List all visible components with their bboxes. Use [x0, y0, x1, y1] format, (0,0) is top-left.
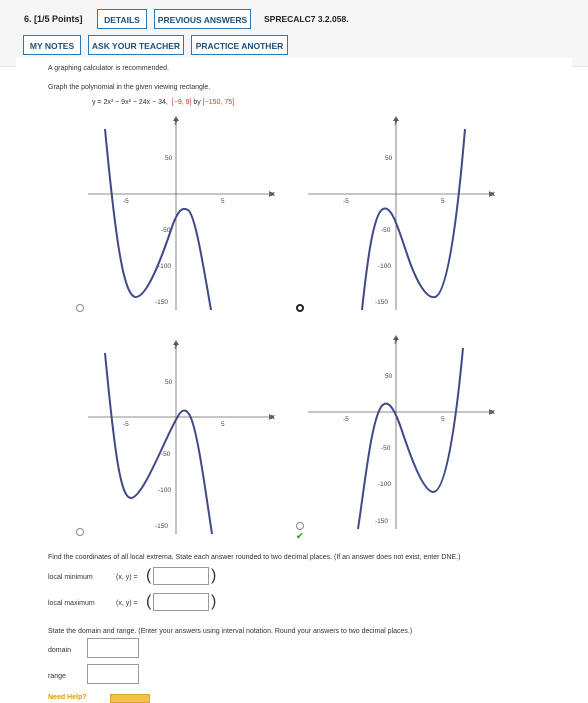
extrema-instruction: Find the coordinates of all local extrema. State each answer rounded to two decimal places. (If an answer does not exist, enter DNE.): [48, 554, 461, 561]
equation-text: y = 2x³ − 9x² − 24x − 34,: [92, 99, 168, 106]
tick-neg150: -150: [155, 523, 169, 530]
viewing-rect-x: [−9, 9]: [171, 99, 192, 106]
tick-neg5: -5: [123, 198, 129, 205]
close-paren: ): [211, 567, 217, 584]
question-header: [0, 0, 588, 67]
axes: [88, 116, 274, 310]
option-3-radio[interactable]: [76, 528, 84, 536]
tick-neg5: -5: [343, 198, 349, 205]
local-min-input[interactable]: [153, 567, 209, 585]
my-notes-button[interactable]: MY NOTES: [23, 35, 81, 55]
graph-option-3: [85, 338, 280, 538]
y-axis-label: y: [174, 118, 178, 125]
axes: [88, 340, 274, 534]
problem-code: SPRECALC7 3.2.058.: [264, 14, 349, 24]
x-axis-label: x: [491, 191, 495, 198]
axes: [308, 335, 494, 529]
viewing-rect-y: [−150, 75]: [202, 99, 235, 106]
range-label: range: [48, 673, 66, 680]
tick-5: 5: [441, 416, 445, 423]
curve: [105, 129, 211, 310]
polynomial-equation: [92, 99, 234, 106]
local-max-xy-label: (x, y) =: [116, 600, 138, 607]
domain-range-instruction: State the domain and range. (Enter your answers using interval notation. Round your answers to two decimal places.): [48, 628, 413, 635]
x-axis-label: x: [271, 414, 275, 421]
tick-5: 5: [221, 198, 225, 205]
tick-neg50: -50: [381, 227, 391, 234]
need-help-label: Need Help?: [48, 694, 87, 701]
local-max-input[interactable]: [153, 593, 209, 611]
open-paren: (: [146, 567, 152, 584]
tick-neg50: -50: [161, 451, 171, 458]
graph-option-1: [85, 114, 280, 314]
local-max-label: local maximum: [48, 600, 95, 607]
axes: [308, 116, 494, 310]
tick-neg50: -50: [161, 227, 171, 234]
tick-neg100: -100: [378, 481, 392, 488]
calculator-note: A graphing calculator is recommended.: [48, 65, 170, 72]
y-axis-label: y: [174, 342, 178, 349]
tick-5: 5: [221, 421, 225, 428]
graph-option-2: [305, 114, 500, 314]
curve: [358, 348, 463, 529]
tick-neg100: -100: [378, 263, 392, 270]
tick-50: 50: [385, 155, 393, 162]
x-axis-label: x: [271, 191, 275, 198]
tick-5: 5: [441, 198, 445, 205]
graph-instruction: Graph the polynomial in the given viewing rectangle.: [48, 84, 211, 91]
tick-neg100: -100: [158, 487, 172, 494]
tick-50: 50: [165, 379, 173, 386]
local-min-label: local minimum: [48, 574, 93, 581]
tick-neg150: -150: [375, 518, 389, 525]
domain-label: domain: [48, 647, 71, 654]
help-button[interactable]: [110, 694, 150, 703]
open-paren: (: [146, 593, 152, 610]
local-min-xy-label: (x, y) =: [116, 574, 138, 581]
by-text: by: [193, 99, 201, 106]
y-axis-label: y: [394, 118, 398, 125]
tick-neg5: -5: [123, 421, 129, 428]
details-button[interactable]: DETAILS: [97, 9, 147, 29]
x-axis-label: x: [491, 409, 495, 416]
ask-teacher-button[interactable]: ASK YOUR TEACHER: [88, 35, 184, 55]
tick-neg150: -150: [375, 299, 389, 306]
tick-neg150: -150: [155, 299, 169, 306]
range-input[interactable]: [87, 664, 139, 684]
option-4-radio[interactable]: [296, 522, 304, 530]
tick-neg100: -100: [158, 263, 172, 270]
y-axis-label: y: [394, 337, 398, 344]
option-1-radio[interactable]: [76, 304, 84, 312]
graph-option-4: [305, 333, 500, 533]
tick-neg50: -50: [381, 445, 391, 452]
close-paren: ): [211, 593, 217, 610]
correct-check-icon: ✔: [296, 531, 304, 541]
tick-50: 50: [165, 155, 173, 162]
tick-50: 50: [385, 373, 393, 380]
tick-neg5: -5: [343, 416, 349, 423]
domain-input[interactable]: [87, 638, 139, 658]
option-2-radio[interactable]: [296, 304, 304, 312]
curve: [105, 353, 212, 534]
practice-another-button[interactable]: PRACTICE ANOTHER: [191, 35, 288, 55]
curve: [362, 129, 465, 310]
question-number: 6. [1/5 Points]: [24, 14, 83, 24]
previous-answers-button[interactable]: PREVIOUS ANSWERS: [154, 9, 251, 29]
